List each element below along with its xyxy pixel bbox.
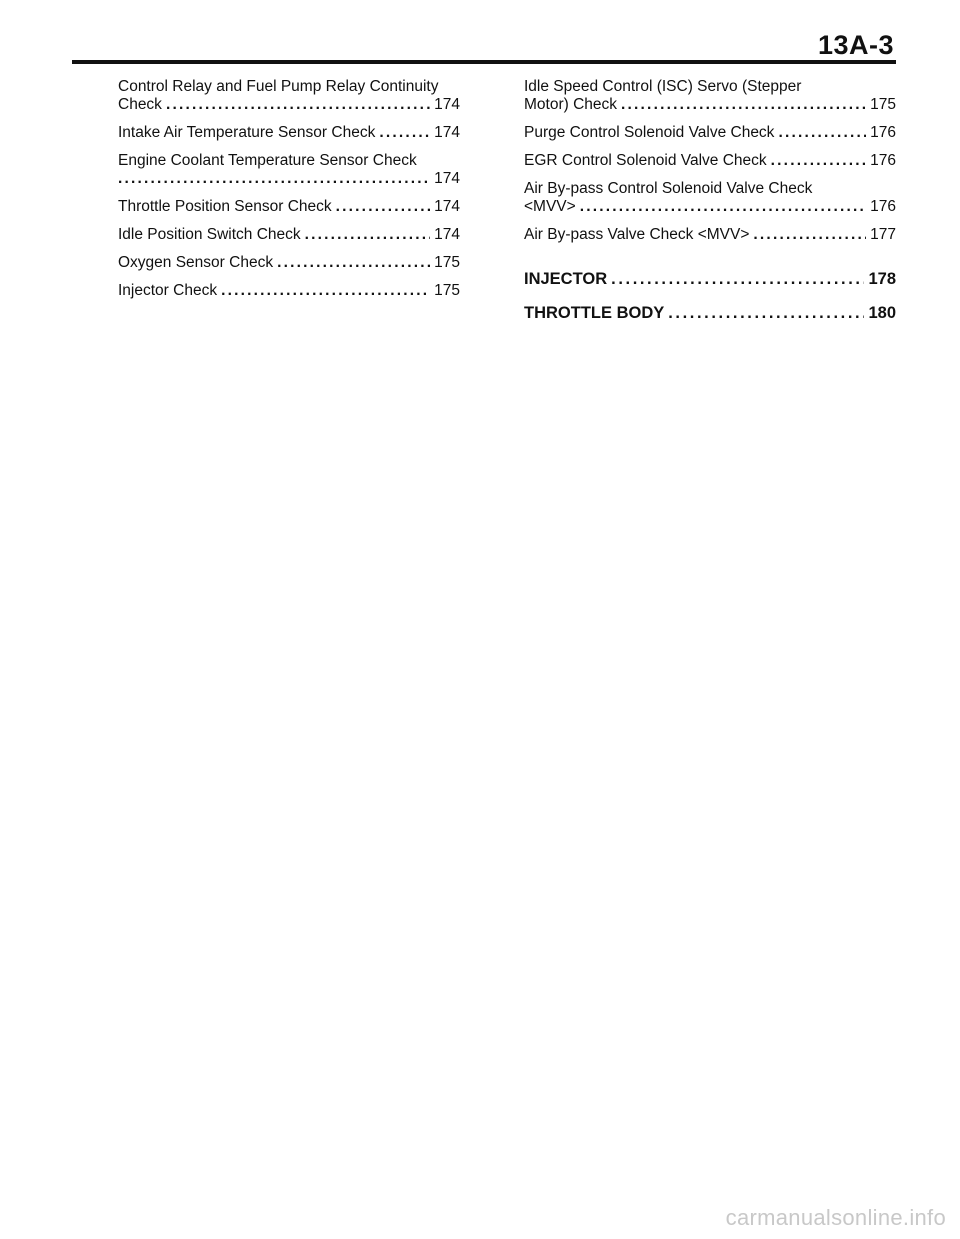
toc-entry[interactable]	[524, 180, 896, 216]
toc-entry[interactable]	[524, 78, 896, 114]
toc-entry-title: Check	[118, 96, 162, 113]
leader-dots	[611, 270, 864, 288]
toc-entry-title: Motor) Check	[524, 96, 618, 113]
toc-entry[interactable]	[118, 282, 460, 300]
toc-entry-page: 176	[870, 198, 896, 215]
toc-entry-page: 175	[870, 96, 896, 113]
toc-entry[interactable]	[524, 124, 896, 142]
toc-entry-title: Engine Coolant Temperature Sensor Check	[118, 152, 417, 169]
toc-entry-page: 174	[434, 96, 460, 113]
toc-entry[interactable]	[118, 226, 460, 244]
toc-entry-page: 176	[870, 152, 896, 169]
toc-entry-title: Purge Control Solenoid Valve Check	[524, 124, 775, 141]
toc-section-page: 180	[868, 304, 896, 322]
toc-entry[interactable]	[118, 124, 460, 142]
toc-entry-title: Idle Speed Control (ISC) Servo (Stepper	[524, 78, 802, 95]
leader-dots	[621, 96, 866, 114]
toc-entry-page: 175	[434, 254, 460, 271]
toc-entry[interactable]	[118, 198, 460, 216]
leader-dots	[771, 152, 866, 170]
toc-entry[interactable]	[524, 152, 896, 170]
toc-entry-page: 175	[434, 282, 460, 299]
toc-section-page: 178	[868, 270, 896, 288]
toc-entry-page: 174	[434, 124, 460, 141]
toc-entry-title: EGR Control Solenoid Valve Check	[524, 152, 767, 169]
header-rule	[72, 60, 896, 64]
leader-dots	[668, 304, 864, 322]
toc-entry-title: Air By-pass Valve Check <MVV>	[524, 226, 750, 243]
leader-dots	[778, 124, 866, 142]
toc-entry-title: <MVV>	[524, 198, 576, 215]
toc-entry-title: Oxygen Sensor Check	[118, 254, 274, 271]
watermark-text: carmanualsonline.info	[725, 1205, 946, 1230]
toc-entry-page: 174	[434, 170, 460, 187]
leader-dots	[379, 124, 430, 142]
leader-dots	[277, 254, 430, 272]
toc-entry-title: Throttle Position Sensor Check	[118, 198, 332, 215]
leader-dots	[580, 198, 866, 216]
leader-dots	[753, 226, 866, 244]
toc-entry-title: Idle Position Switch Check	[118, 226, 301, 243]
toc-entry-title: Air By-pass Control Solenoid Valve Check	[524, 180, 813, 197]
toc-entry[interactable]	[118, 78, 460, 114]
toc-entry-title: Control Relay and Fuel Pump Relay Continuity	[118, 78, 439, 95]
page-number: 13A-3	[817, 30, 894, 60]
toc-right-column	[524, 78, 896, 338]
toc-entry-title: Intake Air Temperature Sensor Check	[118, 124, 376, 141]
leader-dots	[118, 170, 430, 188]
toc-section-title: INJECTOR	[524, 270, 608, 288]
toc-entry-title: Injector Check	[118, 282, 218, 299]
leader-dots	[221, 282, 430, 300]
toc-section-title: THROTTLE BODY	[524, 304, 665, 322]
toc-entry-page: 176	[870, 124, 896, 141]
toc-entry-page: 174	[434, 198, 460, 215]
toc-left-column	[118, 78, 460, 310]
leader-dots	[305, 226, 430, 244]
toc-section-injector[interactable]	[524, 270, 896, 288]
toc-entry[interactable]	[524, 226, 896, 244]
toc-entry-page: 177	[870, 226, 896, 243]
toc-entry[interactable]	[118, 152, 460, 188]
toc-entry[interactable]	[118, 254, 460, 272]
toc-section-throttle-body[interactable]	[524, 304, 896, 322]
leader-dots	[336, 198, 430, 216]
leader-dots	[166, 96, 430, 114]
toc-entry-page: 174	[434, 226, 460, 243]
